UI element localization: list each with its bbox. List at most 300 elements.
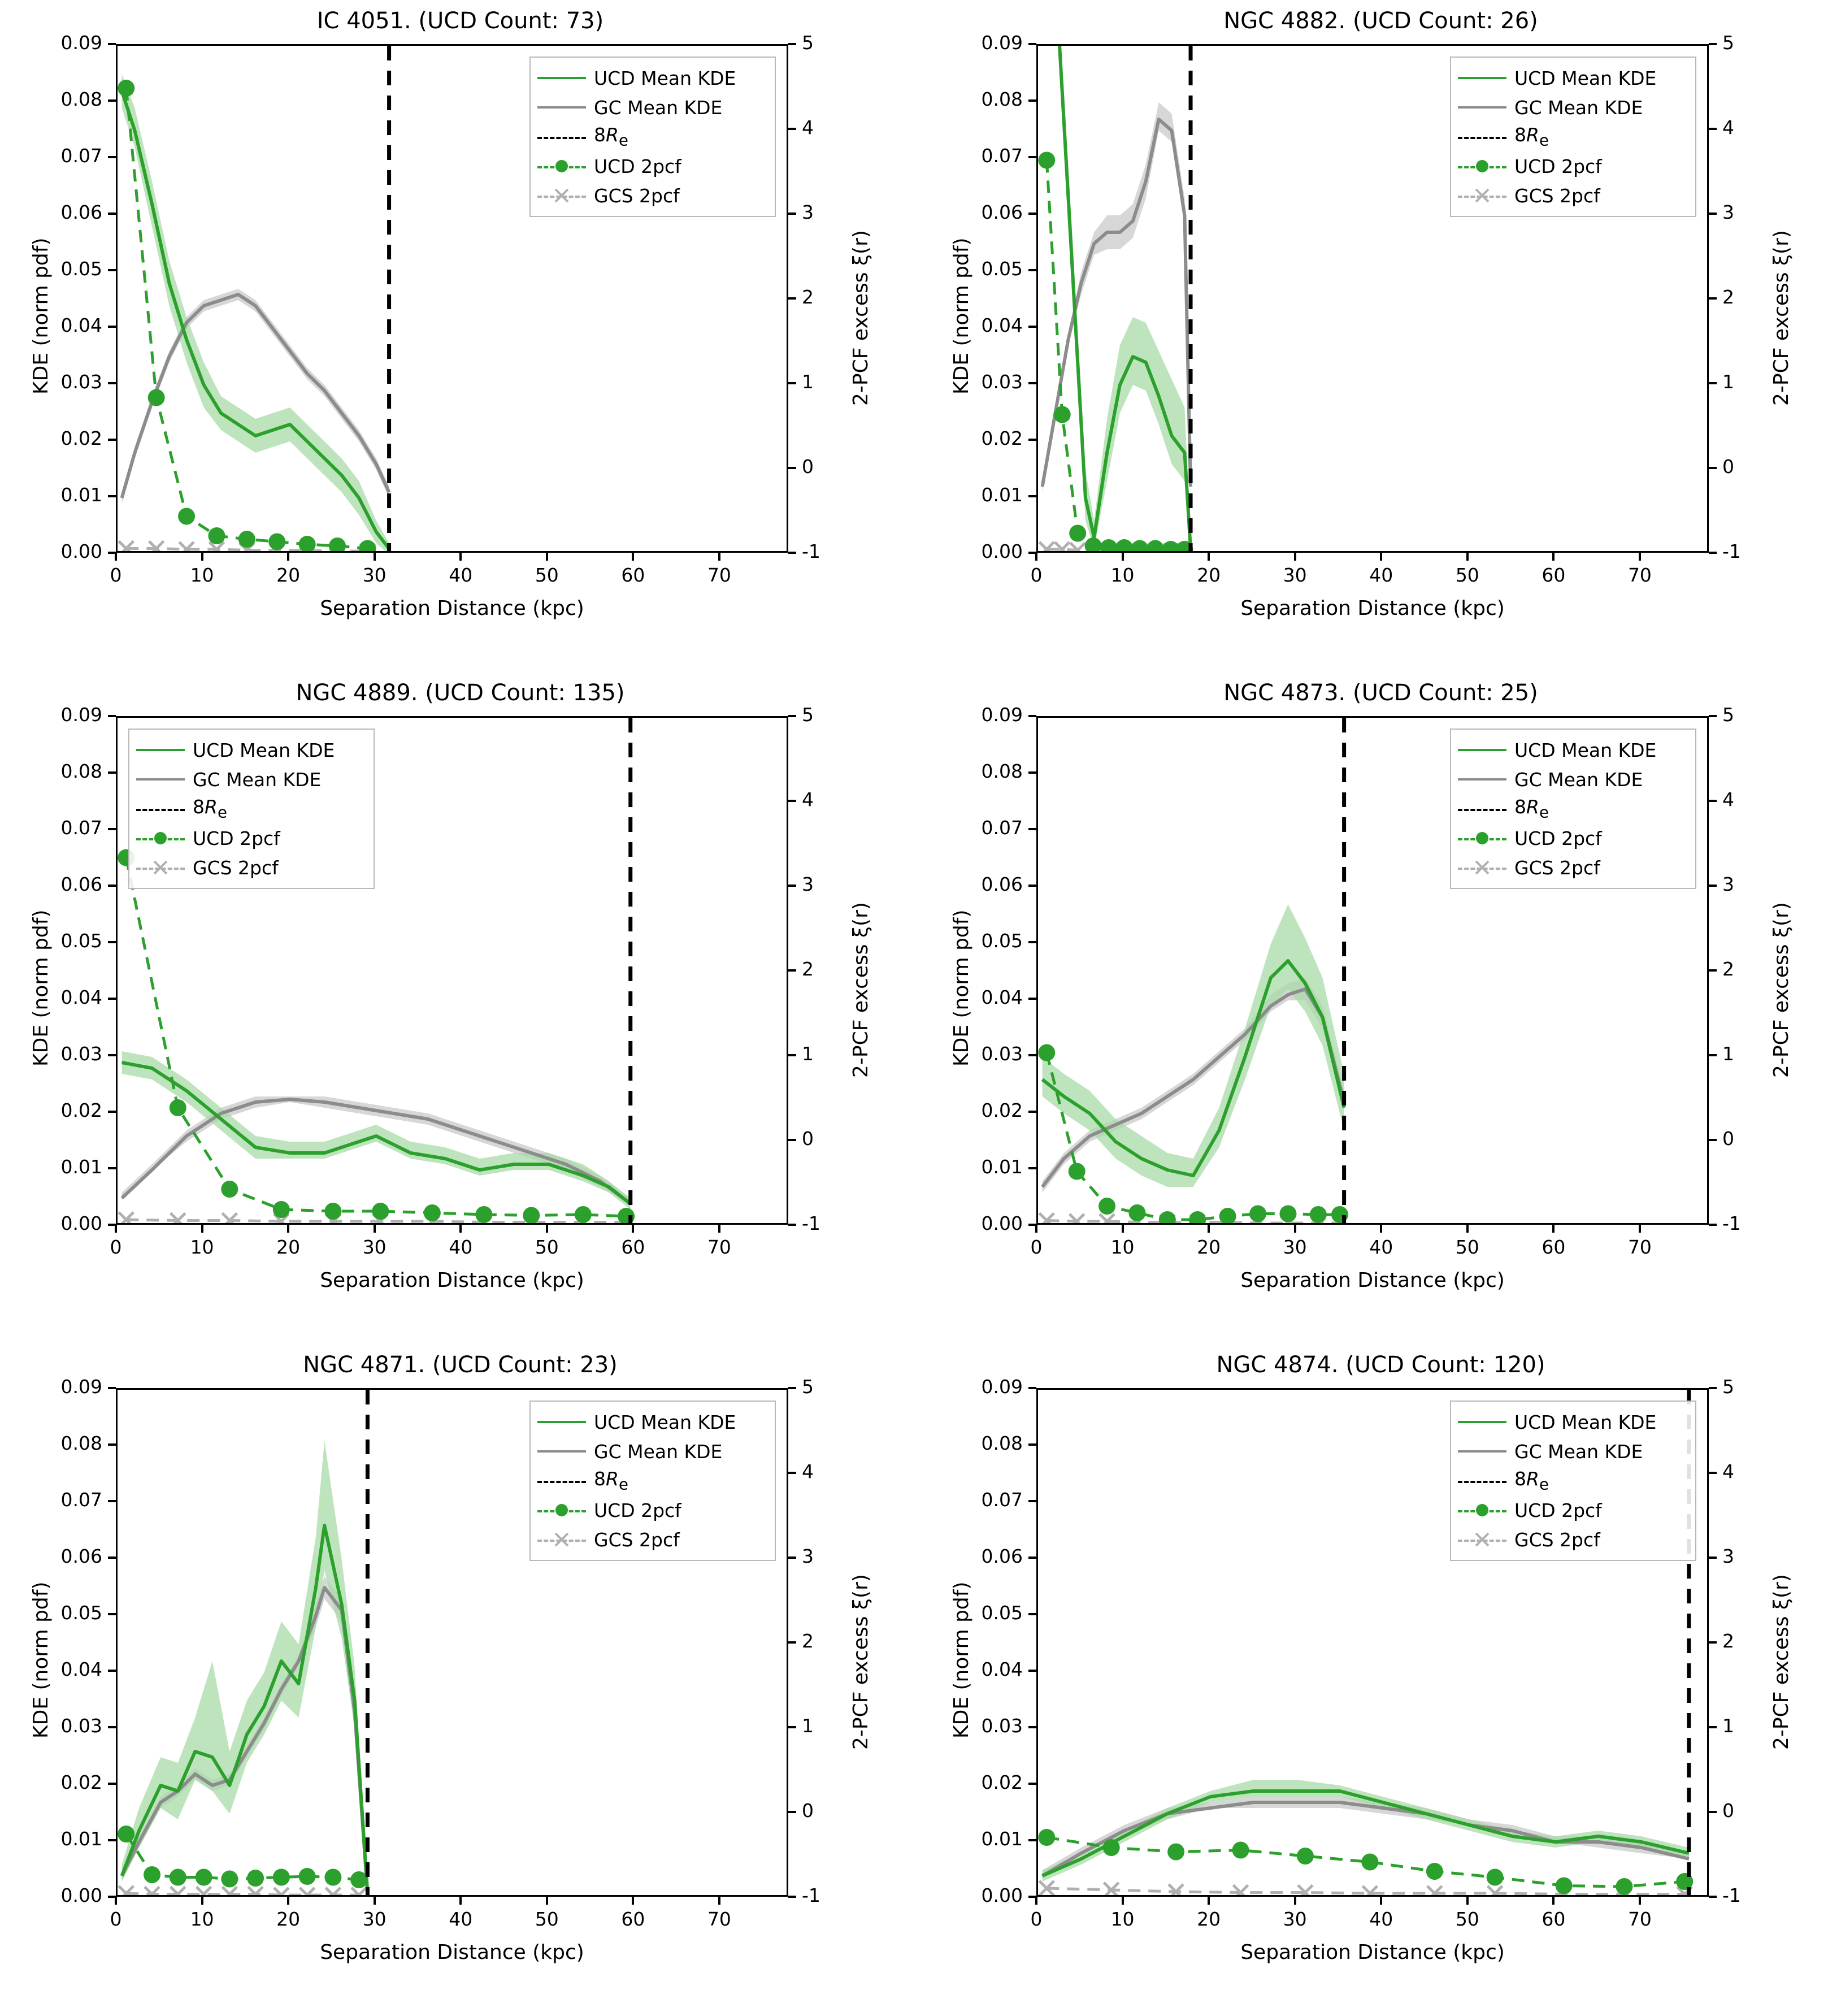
y-tickmark xyxy=(108,1670,116,1672)
x-tick-label: 10 xyxy=(1110,1908,1135,1930)
x-marker-icon xyxy=(1475,188,1490,203)
ucd-2pcf-marker xyxy=(1128,1204,1145,1221)
y2-tickmark xyxy=(1709,715,1717,717)
panel-title: NGC 4873. (UCD Count: 25) xyxy=(1223,680,1538,706)
y-tick-label: 0.02 xyxy=(60,427,102,449)
x-tickmark xyxy=(1466,1225,1469,1233)
legend-item-label: UCD Mean KDE xyxy=(193,739,335,761)
y-axis-label: KDE (norm pdf) xyxy=(29,909,53,1066)
x-tickmark xyxy=(1035,1225,1037,1233)
y-tick-label: 0.05 xyxy=(60,930,102,952)
y-tickmark xyxy=(1028,828,1036,830)
y-tickmark xyxy=(1028,382,1036,384)
legend-item xyxy=(1458,1525,1686,1554)
y-tick-label: 0.02 xyxy=(981,1099,1023,1121)
y2-tickmark xyxy=(788,467,796,469)
ucd-2pcf-marker xyxy=(1103,1839,1120,1856)
ucd-2pcf-marker xyxy=(1159,1211,1176,1225)
legend-item xyxy=(1458,1437,1686,1466)
ucd-2pcf-marker xyxy=(424,1204,441,1221)
y-tickmark xyxy=(1028,998,1036,1000)
x-tickmark xyxy=(632,1225,634,1233)
y-tickmark xyxy=(108,715,116,717)
chart-legend xyxy=(1450,57,1696,217)
legend-item xyxy=(537,63,766,93)
y2-tickmark xyxy=(1709,1726,1717,1728)
legend-item-label: UCD 2pcf xyxy=(1514,827,1602,849)
line-icon xyxy=(1458,771,1506,787)
y-tick-label: 0.01 xyxy=(981,1828,1023,1850)
x-tick-label: 50 xyxy=(535,564,559,586)
x-tick-label: 10 xyxy=(190,564,214,586)
x-tick-label: 50 xyxy=(1455,1908,1479,1930)
y-tick-label: 0.08 xyxy=(60,88,102,110)
y-tick-label: 0.03 xyxy=(60,371,102,393)
y2-tick-label: -1 xyxy=(1722,1884,1741,1906)
y2-tickmark xyxy=(788,1139,796,1141)
y-tickmark xyxy=(1028,269,1036,271)
x-marker-icon xyxy=(554,188,569,203)
panel-title: NGC 4882. (UCD Count: 26) xyxy=(1223,8,1538,34)
x-tickmark xyxy=(115,1897,117,1905)
x-tickmark xyxy=(1294,1897,1296,1905)
legend-item xyxy=(1458,1495,1686,1525)
ucd-2pcf-marker xyxy=(221,1871,238,1888)
ucd-2pcf-marker xyxy=(350,1871,367,1888)
legend-item xyxy=(537,181,766,210)
y-tickmark xyxy=(108,1783,116,1785)
ucd-2pcf-marker xyxy=(1556,1878,1573,1894)
dashed-line-icon xyxy=(1458,137,1506,139)
line-icon xyxy=(136,771,185,787)
circle-marker-icon xyxy=(136,830,185,846)
gcs-2pcf-marker xyxy=(1055,542,1070,553)
y-tickmark xyxy=(108,1839,116,1841)
x-tickmark xyxy=(546,553,548,561)
dashed-line-icon xyxy=(136,801,185,817)
ucd-2pcf-marker xyxy=(1361,1854,1378,1871)
chart-legend xyxy=(128,729,375,889)
x-tick-label: 60 xyxy=(621,1908,645,1930)
y2-tickmark xyxy=(1709,1054,1717,1056)
gcs-2pcf-marker xyxy=(248,1887,263,1897)
x-tickmark xyxy=(459,1897,462,1905)
x-tick-label: 60 xyxy=(621,564,645,586)
legend-item xyxy=(537,122,766,151)
gcs-2pcf-line xyxy=(126,1893,359,1895)
x-tick-label: 0 xyxy=(1030,1908,1043,1930)
y2-tickmark xyxy=(1709,43,1717,45)
line-icon xyxy=(1458,742,1506,758)
circle-marker-icon xyxy=(1458,830,1506,846)
legend-item-label: GC Mean KDE xyxy=(594,1440,723,1463)
gcs-2pcf-marker xyxy=(1070,543,1085,553)
gcs-2pcf-marker xyxy=(1234,1885,1248,1897)
legend-item-label: UCD 2pcf xyxy=(1514,1499,1602,1521)
ucd-2pcf-marker xyxy=(1426,1863,1443,1880)
line-icon xyxy=(1458,1443,1506,1459)
y2-tick-label: 2 xyxy=(1722,958,1734,980)
y2-tick-label: 4 xyxy=(802,1460,814,1482)
gcs-2pcf-marker xyxy=(222,1887,237,1897)
legend-item xyxy=(1458,1466,1686,1495)
x-tick-label: 60 xyxy=(1542,1908,1566,1930)
gcs-2pcf-marker xyxy=(1427,1886,1442,1897)
y-tickmark xyxy=(1028,1500,1036,1502)
line-icon xyxy=(537,106,586,109)
y2-tick-label: 2 xyxy=(1722,286,1734,308)
y2-tick-label: 3 xyxy=(802,873,814,895)
y2-tickmark xyxy=(788,297,796,300)
y-tick-label: 0.06 xyxy=(981,201,1023,223)
ucd-2pcf-marker xyxy=(1232,1842,1249,1859)
x-tick-label: 70 xyxy=(707,1236,731,1258)
circle-marker-icon xyxy=(537,1502,586,1518)
line-icon xyxy=(537,77,586,79)
gcs-2pcf-marker xyxy=(145,1887,159,1897)
y-tickmark xyxy=(1028,1443,1036,1446)
y-tickmark xyxy=(1028,1726,1036,1728)
ucd-2pcf-marker xyxy=(359,540,376,553)
y-tickmark xyxy=(108,382,116,384)
x-tick-label: 70 xyxy=(1627,1236,1652,1258)
y2-tick-label: 4 xyxy=(1722,788,1734,810)
ucd-2pcf-marker xyxy=(523,1207,540,1224)
x-tickmark xyxy=(546,1897,548,1905)
x-marker-icon xyxy=(537,1532,586,1547)
y-tickmark xyxy=(108,1896,116,1898)
legend-item xyxy=(537,93,766,122)
y-tickmark xyxy=(108,771,116,774)
y-tickmark xyxy=(1028,43,1036,45)
legend-item xyxy=(136,735,364,765)
legend-item xyxy=(1458,765,1686,794)
x-tick-label: 20 xyxy=(276,1236,301,1258)
y-tickmark xyxy=(1028,156,1036,158)
x-tick-label: 70 xyxy=(707,1908,731,1930)
y2-tick-label: 5 xyxy=(802,704,814,726)
chart-panel-5 xyxy=(0,1344,920,2016)
y-tick-label: 0.04 xyxy=(981,1658,1023,1680)
ucd-2pcf-marker xyxy=(575,1206,592,1223)
y-tick-label: 0.01 xyxy=(60,1156,102,1178)
y2-tickmark xyxy=(1709,1472,1717,1474)
gcs-2pcf-marker xyxy=(1488,1886,1503,1897)
legend-item-label: UCD 2pcf xyxy=(193,827,280,849)
x-tickmark xyxy=(1552,1897,1555,1905)
y-tickmark xyxy=(1028,715,1036,717)
ucd-2pcf-marker xyxy=(273,1201,290,1218)
ucd-2pcf-marker xyxy=(372,1203,389,1220)
line-icon xyxy=(1458,1450,1506,1453)
x-tickmark xyxy=(1122,553,1124,561)
ucd-2pcf-marker xyxy=(1487,1869,1504,1886)
y2-tickmark xyxy=(1709,382,1717,384)
legend-item-label: UCD 2pcf xyxy=(1514,155,1602,177)
x-tickmark xyxy=(1639,1225,1641,1233)
x-tick-label: 60 xyxy=(1542,564,1566,586)
x-axis-label: Separation Distance (kpc) xyxy=(320,1941,584,1964)
x-tick-label: 30 xyxy=(362,1908,387,1930)
y-tick-label: 0.05 xyxy=(60,1602,102,1624)
chart-panel-2 xyxy=(920,0,1841,672)
legend-item-label: GC Mean KDE xyxy=(193,768,322,791)
y2-tick-label: 5 xyxy=(1722,704,1734,726)
x-marker-icon xyxy=(1458,860,1506,875)
x-tickmark xyxy=(632,1897,634,1905)
gcs-2pcf-marker xyxy=(325,1888,340,1897)
x-tickmark xyxy=(287,1897,289,1905)
dashed-line-icon xyxy=(1458,1481,1506,1483)
y-tickmark xyxy=(108,1726,116,1728)
x-tick-label: 20 xyxy=(1197,564,1221,586)
y-tick-label: 0.05 xyxy=(60,258,102,280)
x-tick-label: 30 xyxy=(1283,1908,1307,1930)
circle-marker-icon xyxy=(555,160,568,172)
ucd-2pcf-marker xyxy=(324,1203,341,1220)
y-tick-label: 0.01 xyxy=(60,484,102,506)
panel-title: NGC 4889. (UCD Count: 135) xyxy=(296,680,625,706)
y-tickmark xyxy=(1028,1896,1036,1898)
legend-item xyxy=(1458,1407,1686,1437)
ucd-2pcf-marker xyxy=(475,1206,492,1223)
line-icon xyxy=(136,749,185,751)
gcs-2pcf-marker xyxy=(1039,1213,1054,1225)
legend-item-label: $8R_e$ xyxy=(1514,1468,1549,1494)
panel-title: NGC 4874. (UCD Count: 120) xyxy=(1216,1352,1545,1378)
y-tick-label: 0.02 xyxy=(60,1771,102,1793)
y-tickmark xyxy=(1028,1613,1036,1615)
ucd-2pcf-marker xyxy=(273,1869,290,1886)
ucd-2pcf-marker xyxy=(247,1870,264,1887)
y2-tickmark xyxy=(788,128,796,130)
legend-item xyxy=(537,151,766,181)
y-tick-label: 0.00 xyxy=(60,1884,102,1906)
x-tick-label: 40 xyxy=(449,1908,473,1930)
y2-tick-label: 0 xyxy=(802,456,814,478)
x-tickmark xyxy=(1294,553,1296,561)
ucd-kde-band xyxy=(122,1441,368,1897)
y2-tickmark xyxy=(1709,1811,1717,1813)
y-tick-label: 0.09 xyxy=(60,704,102,726)
y-tickmark xyxy=(1028,1054,1036,1056)
y2-tickmark xyxy=(788,969,796,972)
y-tick-label: 0.04 xyxy=(60,986,102,1008)
ucd-2pcf-marker xyxy=(299,536,316,553)
y-tickmark xyxy=(1028,771,1036,774)
legend-item-label: GC Mean KDE xyxy=(1514,96,1643,119)
ucd-2pcf-marker xyxy=(1147,540,1163,553)
y2-tick-label: 4 xyxy=(802,788,814,810)
x-tickmark xyxy=(1380,1225,1382,1233)
x-tickmark xyxy=(374,1897,376,1905)
x-tickmark xyxy=(1122,1897,1124,1905)
legend-item-label: UCD Mean KDE xyxy=(594,1411,736,1433)
y-tick-label: 0.02 xyxy=(981,1771,1023,1793)
dashed-line-icon xyxy=(1458,1473,1506,1489)
y-tickmark xyxy=(1028,326,1036,328)
x-tick-label: 0 xyxy=(110,1908,122,1930)
ucd-2pcf-marker xyxy=(238,531,255,548)
x-tickmark xyxy=(1380,553,1382,561)
y-axis-label: KDE (norm pdf) xyxy=(950,1581,973,1738)
y-tickmark xyxy=(108,269,116,271)
legend-item-label: GCS 2pcf xyxy=(1514,1528,1600,1551)
dashed-line-icon xyxy=(1458,801,1506,817)
circle-marker-icon xyxy=(555,1504,568,1516)
x-tick-label: 20 xyxy=(1197,1908,1221,1930)
y-tick-label: 0.04 xyxy=(981,314,1023,336)
y2-tickmark xyxy=(1709,969,1717,972)
legend-item xyxy=(1458,735,1686,765)
y-tick-label: 0.07 xyxy=(981,1489,1023,1511)
y2-tickmark xyxy=(788,552,796,554)
y2-tickmark xyxy=(1709,128,1717,130)
dashed-line-icon xyxy=(1458,809,1506,811)
x-tick-label: 20 xyxy=(1197,1236,1221,1258)
y2-tick-label: 3 xyxy=(1722,201,1734,223)
ucd-2pcf-marker xyxy=(196,1869,212,1886)
y-tickmark xyxy=(1028,1387,1036,1389)
y-tick-label: 0.00 xyxy=(981,1212,1023,1234)
y-tick-label: 0.06 xyxy=(60,873,102,895)
ucd-2pcf-marker xyxy=(1131,540,1148,553)
y-tick-label: 0.07 xyxy=(60,145,102,167)
x-tickmark xyxy=(1552,1225,1555,1233)
y2-tickmark xyxy=(1709,800,1717,802)
x-tick-label: 0 xyxy=(110,564,122,586)
y-tickmark xyxy=(108,1387,116,1389)
y2-tick-label: 3 xyxy=(1722,873,1734,895)
y2-tick-label: 2 xyxy=(1722,1630,1734,1652)
ucd-2pcf-marker xyxy=(221,1181,238,1198)
x-tickmark xyxy=(1466,553,1469,561)
y2-tick-label: -1 xyxy=(802,1884,820,1906)
chart-panel-3 xyxy=(0,672,920,1344)
gc-kde-band xyxy=(122,1096,631,1204)
x-tick-label: 20 xyxy=(276,1908,301,1930)
circle-marker-icon xyxy=(1458,1502,1506,1518)
gcs-2pcf-marker xyxy=(1039,542,1054,553)
legend-item-label: GC Mean KDE xyxy=(594,96,723,119)
y-tick-label: 0.08 xyxy=(60,1432,102,1454)
gcs-2pcf-marker xyxy=(1070,1214,1084,1225)
y2-axis-label: 2-PCF excess ξ(r) xyxy=(1770,1574,1793,1750)
y-tick-label: 0.03 xyxy=(60,1715,102,1737)
x-tickmark xyxy=(546,1225,548,1233)
ucd-2pcf-marker xyxy=(148,389,165,406)
ucd-2pcf-marker xyxy=(178,508,195,525)
y-tick-label: 0.08 xyxy=(981,760,1023,782)
ucd-2pcf-marker xyxy=(1098,1198,1115,1215)
y-axis-label: KDE (norm pdf) xyxy=(950,237,973,394)
legend-item-label: GC Mean KDE xyxy=(1514,768,1643,791)
ucd-2pcf-marker xyxy=(118,1826,134,1842)
y2-axis-label: 2-PCF excess ξ(r) xyxy=(1770,902,1793,1078)
line-icon xyxy=(537,1450,586,1453)
dashed-line-icon xyxy=(537,137,586,139)
gcs-2pcf-marker xyxy=(197,1887,211,1897)
y-tickmark xyxy=(1028,1783,1036,1785)
x-axis-label: Separation Distance (kpc) xyxy=(1240,597,1505,620)
chart-legend xyxy=(529,1401,776,1561)
y-tickmark xyxy=(108,1224,116,1226)
y2-tick-label: 4 xyxy=(1722,116,1734,138)
gcs-2pcf-marker xyxy=(300,1888,315,1897)
y2-tick-label: 4 xyxy=(1722,1460,1734,1482)
y2-axis-label: 2-PCF excess ξ(r) xyxy=(849,1574,872,1750)
x-tickmark xyxy=(1294,1225,1296,1233)
x-tick-label: 60 xyxy=(1542,1236,1566,1258)
y2-tickmark xyxy=(788,885,796,887)
ucd-2pcf-marker xyxy=(1219,1208,1236,1225)
x-tickmark xyxy=(1035,1897,1037,1905)
x-tick-label: 30 xyxy=(1283,1236,1307,1258)
dashed-line-icon xyxy=(537,1473,586,1489)
y-axis-label: KDE (norm pdf) xyxy=(950,909,973,1066)
y2-tick-label: 1 xyxy=(1722,371,1734,393)
x-tickmark xyxy=(374,1225,376,1233)
y-tickmark xyxy=(108,941,116,943)
y-tick-label: 0.08 xyxy=(60,760,102,782)
x-tick-label: 30 xyxy=(362,564,387,586)
y-tick-label: 0.06 xyxy=(981,873,1023,895)
legend-item-label: GCS 2pcf xyxy=(594,184,680,207)
ucd-2pcf-line xyxy=(126,1834,359,1880)
chart-panel-1 xyxy=(0,0,920,672)
y2-tick-label: 5 xyxy=(802,32,814,54)
y-tickmark xyxy=(108,1557,116,1559)
line-icon xyxy=(1458,1414,1506,1430)
chart-legend xyxy=(1450,1401,1696,1561)
y2-tickmark xyxy=(788,1896,796,1898)
legend-item-label: UCD Mean KDE xyxy=(1514,1411,1657,1433)
x-marker-icon xyxy=(554,1532,569,1547)
x-marker-icon xyxy=(537,188,586,203)
y-tickmark xyxy=(108,156,116,158)
y-tickmark xyxy=(1028,1111,1036,1113)
y-tickmark xyxy=(108,326,116,328)
ucd-2pcf-marker xyxy=(1189,1211,1206,1225)
dashed-line-icon xyxy=(537,1481,586,1483)
chart-panel-6 xyxy=(920,1344,1841,2016)
y2-tick-label: 1 xyxy=(802,1715,814,1737)
legend-item xyxy=(537,1407,766,1437)
dashed-line-icon xyxy=(1458,129,1506,145)
legend-item-label: UCD 2pcf xyxy=(594,1499,681,1521)
x-tick-label: 70 xyxy=(1627,1908,1652,1930)
x-tick-label: 40 xyxy=(1369,1908,1393,1930)
y-tickmark xyxy=(1028,439,1036,441)
ucd-2pcf-marker xyxy=(1038,152,1055,169)
ucd-kde-band xyxy=(1043,904,1344,1187)
line-icon xyxy=(537,99,586,115)
line-icon xyxy=(1458,749,1506,751)
y-tick-label: 0.00 xyxy=(981,540,1023,562)
y2-tick-label: 0 xyxy=(1722,456,1734,478)
legend-item-label: $8R_e$ xyxy=(193,796,227,822)
ucd-2pcf-marker xyxy=(1038,1829,1055,1846)
gcs-2pcf-marker xyxy=(351,1888,366,1897)
x-tickmark xyxy=(374,553,376,561)
line-icon xyxy=(537,1421,586,1423)
y2-tick-label: 5 xyxy=(1722,32,1734,54)
y-tickmark xyxy=(1028,213,1036,215)
ucd-2pcf-marker xyxy=(1069,525,1086,542)
y2-tick-label: 3 xyxy=(1722,1545,1734,1567)
line-icon xyxy=(1458,778,1506,781)
legend-item-label: UCD Mean KDE xyxy=(594,67,736,89)
